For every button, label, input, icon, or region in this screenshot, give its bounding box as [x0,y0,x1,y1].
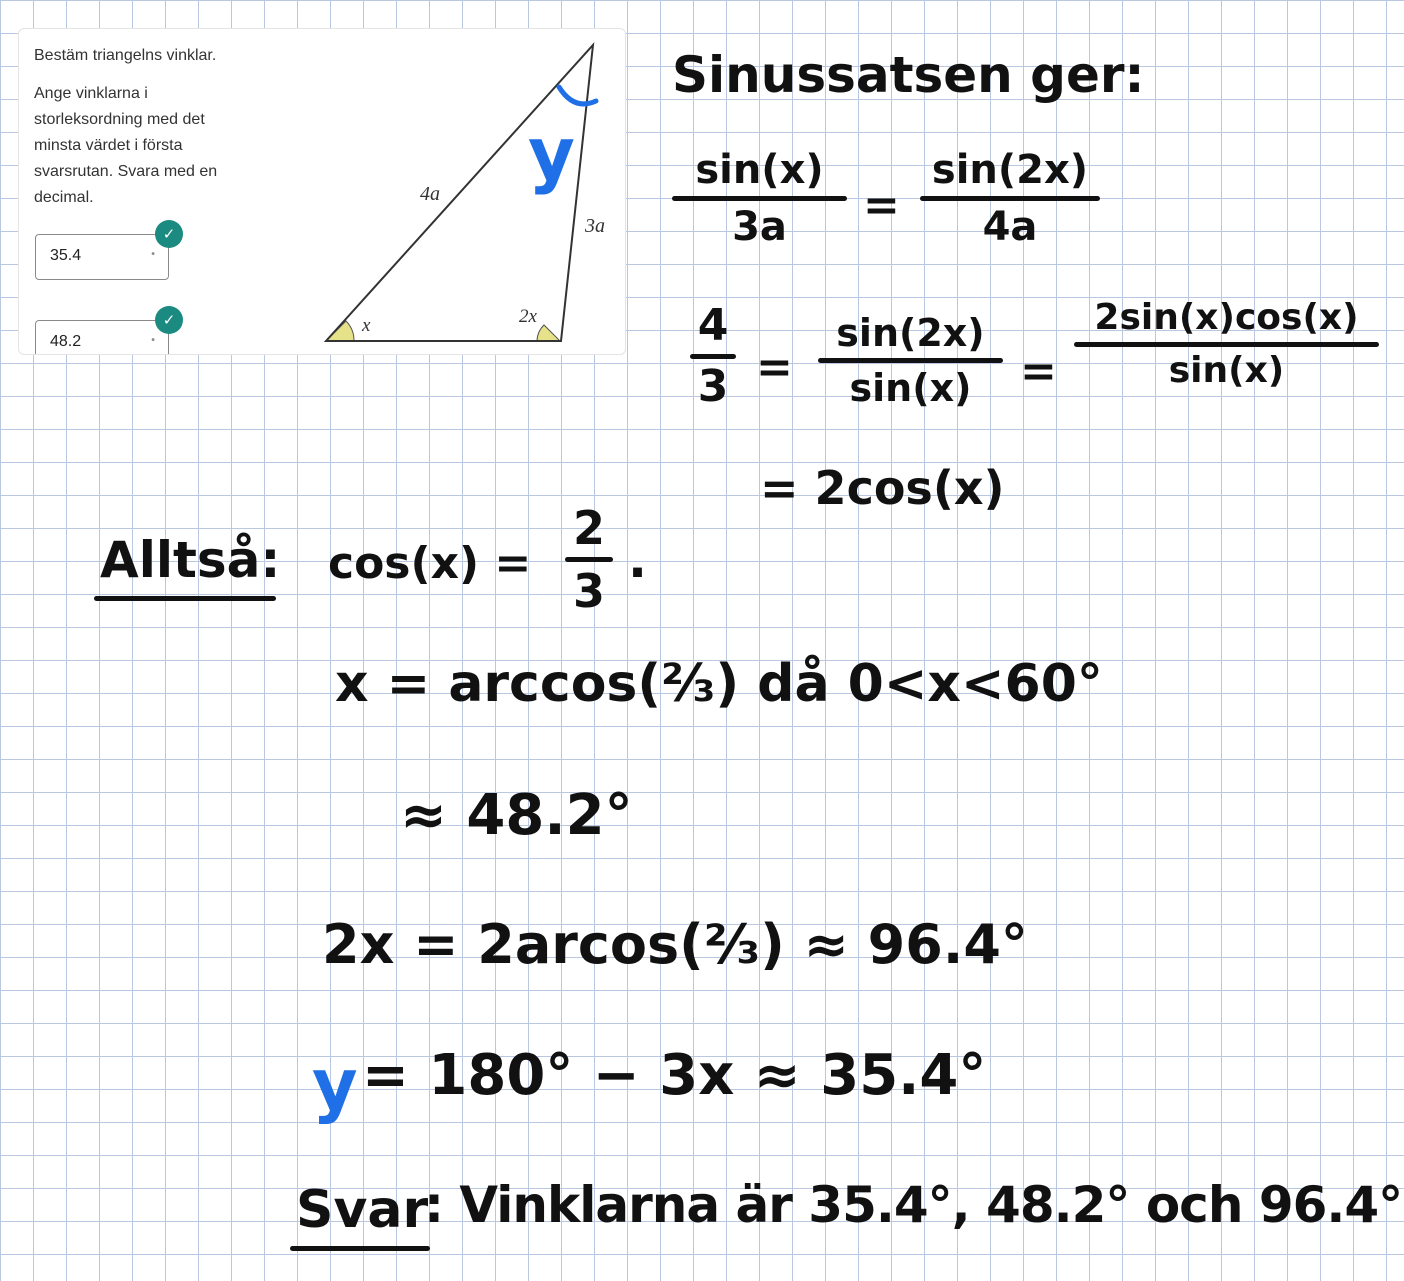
check-icon: ✓ [155,306,183,334]
eq1-left-numerator: sin(x) [695,147,824,193]
field-dot-icon: • [150,335,156,346]
alltsa-dot: . [628,531,647,589]
eq1-left-denominator: 3a [732,204,787,250]
x-approx-line: ≈ 48.2° [400,783,633,848]
eq2-fraction-b [818,311,1003,410]
eq1-right-denominator: 4a [982,204,1038,250]
svar-label: Svar [296,1180,429,1240]
eq2-a-numerator: 4 [697,300,729,351]
eq2-fraction-a [690,300,736,412]
eq2-result: = 2cos(x) [760,461,1005,515]
angle-label-y: y [528,112,575,196]
alltsa-label: Alltså: [100,531,281,589]
eq1-equals: = [863,180,900,231]
eq2-c-denominator: sin(x) [1168,350,1285,391]
side-label-left: 4a [420,183,440,205]
alltsa-numerator: 2 [572,501,605,555]
angle-label-x: x [362,315,371,336]
eq1-right-fraction [920,147,1100,250]
alltsa-fraction [565,501,613,618]
y-line: = 180° − 3x ≈ 35.4° [362,1043,987,1108]
eq2-equals-2: = [1020,346,1057,397]
eq2-equals-1: = [756,342,793,393]
alltsa-denominator: 3 [572,564,605,618]
eq2-fraction-c [1074,297,1379,391]
eq2-a-denominator: 3 [697,361,729,412]
eq1-left-fraction [672,147,847,250]
task-details: Ange vinklarna i storleksordning med det minsta värdet i första svarsrutan. Svara med en decimal. [34,85,218,206]
eq1-right-numerator: sin(2x) [931,147,1089,193]
alltsa-underline [94,596,276,601]
task-instruction: Bestäm triangelns vinklar. [34,47,217,64]
x-arccos-line: x = arccos(²⁄₃) då 0<x<60° [335,654,1103,714]
svar-underline [290,1246,430,1251]
eq2-b-denominator: sin(x) [849,366,972,410]
angle-label-2x: 2x [519,306,537,327]
field-dot-icon: • [150,249,156,260]
answer-value-2: 48.2 [50,333,82,350]
eq2-b-numerator: sin(2x) [836,311,985,355]
alltsa-lhs: cos(x) = [328,538,532,589]
check-icon: ✓ [155,220,183,248]
side-label-right: 3a [585,215,605,237]
eq2-c-numerator: 2sin(x)cos(x) [1094,297,1359,338]
sine-rule-heading: Sinussatsen ger: [672,46,1145,104]
two-x-line: 2x = 2arcos(²⁄₃) ≈ 96.4° [322,913,1028,976]
svar-text: : Vinklarna är 35.4°, 48.2° och 96.4° [424,1176,1403,1234]
y-symbol: y [312,1044,358,1126]
answer-value-1: 35.4 [50,247,82,264]
